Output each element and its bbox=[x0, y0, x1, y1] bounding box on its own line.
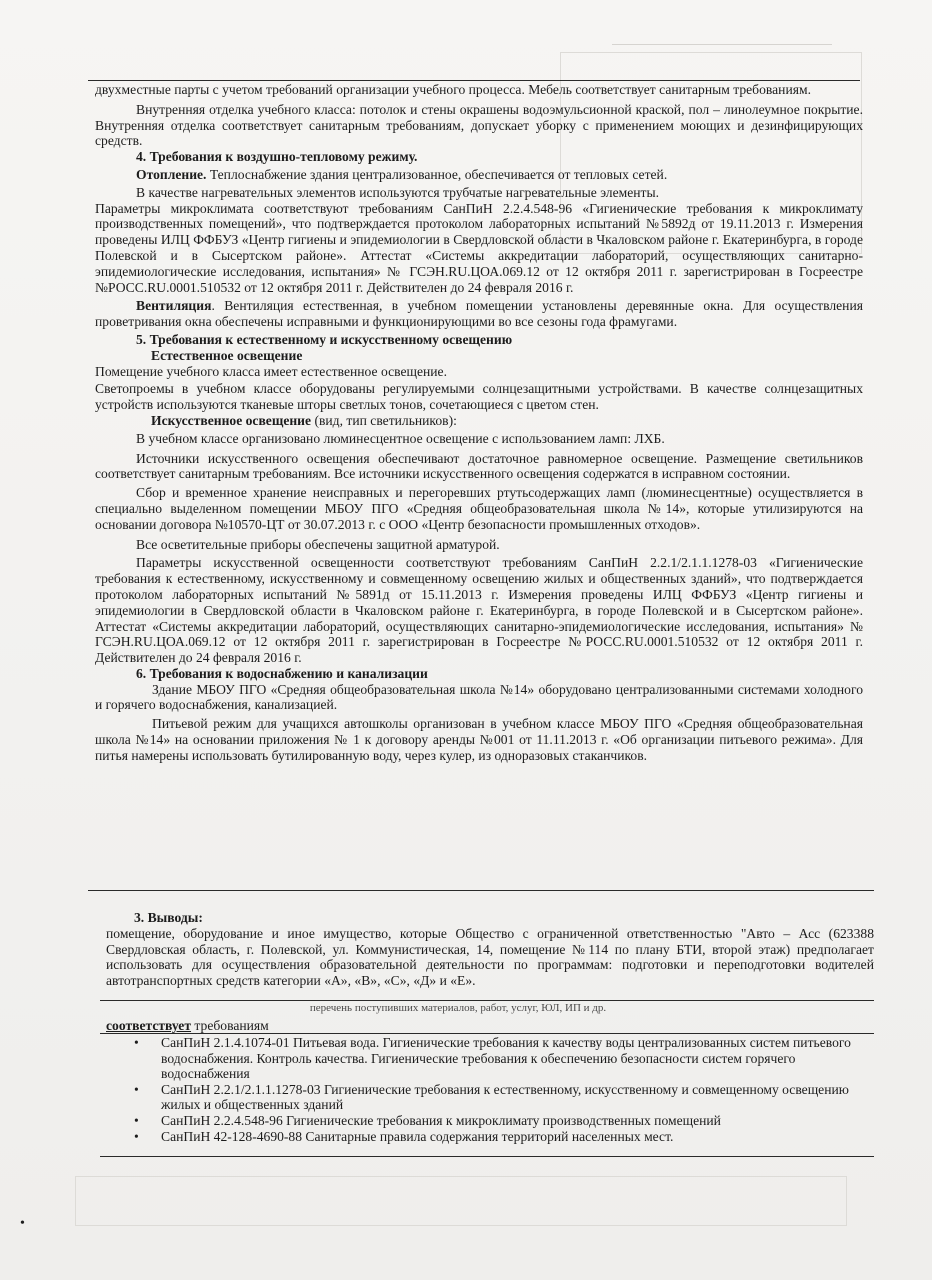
section-5-heading: 5. Требования к естественному и искусственному освещению bbox=[136, 331, 513, 347]
water-supply-p2: Питьевой режим для учащихся автошколы организован в учебном классе МБОУ ПГО «Средняя общеобразовательная школа №14» на основании приложения № 1 к договору аренды №001 от 11.11.2013 г. «Об организации питьевого режима». Для питья намерены использовать бутилированную воду, через кулер, из одноразовых стаканчиков. bbox=[95, 716, 863, 763]
artificial-light-heading-line bbox=[95, 413, 863, 429]
bullet-icon: • bbox=[134, 1035, 139, 1050]
margin-mark: • bbox=[20, 1216, 25, 1231]
list-item bbox=[112, 1113, 872, 1129]
complies-text: требованиям bbox=[191, 1018, 269, 1033]
ventilation-label: Вентиляция bbox=[136, 298, 212, 314]
artificial-light-p2: Источники искусственного освещения обеспечивают достаточное равномерное освещение. Размещение светильников соответствует санитарным требованиям. Все источники искусственного освещения содержатся в исправном состоянии. bbox=[95, 450, 863, 482]
requirement-text: СанПиН 2.1.4.1074-01 Питьевая вода. Гигиенические требования к качеству воды централизованных систем питьевого водоснабжения. Контроль качества. Гигиенические требования к обеспечению безопасности систем горячего водоснабжения bbox=[161, 1035, 851, 1082]
text-body-upper bbox=[95, 82, 863, 764]
artificial-light-sub: (вид, тип светильников): bbox=[311, 412, 457, 428]
requirements-list bbox=[112, 1035, 872, 1144]
heating-elements-paragraph: В качестве нагревательных элементов используются трубчатые нагревательные элементы. bbox=[136, 184, 660, 200]
ventilation-paragraph bbox=[95, 298, 863, 330]
interior-paragraph: Внутренняя отделка учебного класса: потолок и стены окрашены водоэмульсионной краской, пол – линолеумное покрытие. Внутренняя отделка соответствует санитарным требованиям, допускает уборку с применением моющих и дезинфицирующих средств. bbox=[95, 101, 863, 149]
requirement-text: СанПиН 42-128-4690-88 Санитарные правила содержания территорий населенных мест. bbox=[161, 1128, 674, 1144]
bullet-icon: • bbox=[134, 1112, 139, 1128]
bleed-through-table bbox=[75, 1176, 847, 1226]
heating-paragraph bbox=[95, 167, 863, 183]
complies-label: соответствует bbox=[106, 1018, 192, 1033]
conclusions-caption: перечень поступивших материалов, работ, услуг, ЮЛ, ИП и др. bbox=[309, 1002, 607, 1014]
complies-rule bbox=[100, 1033, 874, 1034]
list-item bbox=[112, 1129, 872, 1145]
bullet-icon: • bbox=[134, 1128, 139, 1144]
water-supply-p1: Здание МБОУ ПГО «Средняя общеобразовательная школа №14» оборудовано централизованными системами холодного и горячего водоснабжения, канализацией. bbox=[95, 681, 863, 713]
conclusions-rule bbox=[100, 1000, 874, 1001]
microclimate-paragraph: Параметры микроклимата соответствуют требованиям СанПиН 2.2.4.548-96 «Гигиенические требования к микроклимату производственных помещений», что подтверждается протоколом лабораторных испытаний №5892д от 19.11.2013 г. Измерения проведены ИЛЦ ФФБУЗ «Центр гигиены и эпидемиологии в Свердловской области в Чкаловском районе г. Екатеринбурга, в городе Полевской и в Сысертском районе». Аттестат «Системы аккредитации лабораторий, осуществляющих санитарно-эпидемиологические исследования, испытания» № ГСЭН.RU.ЦОА.069.12 от 12 октября 2011 г. зарегистрирован в Госреестре №РОСС.RU.0001.510532 от 12 октября 2011 г. Действителен до 24 февраля 2016 г. bbox=[95, 200, 863, 295]
natural-light-heading: Естественное освещение bbox=[151, 347, 303, 363]
complies-line bbox=[106, 1018, 874, 1034]
section-end-rule bbox=[88, 890, 874, 891]
artificial-light-p4: Все осветительные приборы обеспечены защитной арматурой. bbox=[136, 536, 500, 552]
conclusions-block bbox=[106, 910, 874, 989]
list-end-rule bbox=[100, 1156, 874, 1157]
list-item bbox=[112, 1035, 872, 1082]
conclusions-heading: 3. Выводы: bbox=[134, 910, 203, 925]
furniture-paragraph: двухместные парты с учетом требований организации учебного процесса. Мебель соответствует санитарным требованиям. bbox=[95, 82, 811, 97]
top-rule bbox=[88, 80, 860, 81]
heating-label: Отопление. bbox=[136, 166, 207, 182]
section-6-heading: 6. Требования к водоснабжению и канализации bbox=[136, 665, 428, 681]
artificial-light-heading: Искусственное освещение bbox=[151, 412, 312, 428]
requirement-text: СанПиН 2.2.4.548-96 Гигиенические требования к микроклимату производственных помещений bbox=[161, 1112, 721, 1128]
artificial-light-p3: Сбор и временное хранение неисправных и перегоревших ртутьсодержащих ламп (люминесцентные) осуществляется в специально выделенном помещении МБОУ ПГО «Средняя общеобразовательная школа №14», которые утилизируются на основании договора №10570-ЦТ от 30.07.2013 г. с ООО «Центр безопасности промышленных отходов». bbox=[95, 485, 863, 532]
natural-light-p1: Помещение учебного класса имеет естественное освещение. bbox=[95, 363, 447, 379]
conclusions-text: помещение, оборудование и иное имущество, которые Общество с ограниченной ответственностью "Авто – Асс (623388 Свердловская область, г. Полевской, ул. Коммунистическая, 14, помещение №114 по плану БТИ, второй этаж) предполагает использовать для осуществления образовательной деятельности по программам: подготовки и переподготовки водителей автотранспортных средств категории «А», «В», «С», «Д» и «Е». bbox=[106, 925, 874, 989]
ventilation-text: . Вентиляция естественная, в учебном помещении установлены деревянные окна. Для осуществления проветривания окна обеспечены исправными и функционирующими во все сезоны года фрамугами. bbox=[95, 298, 863, 330]
section-4-heading: 4. Требования к воздушно-тепловому режиму. bbox=[136, 149, 418, 165]
artificial-light-p1: В учебном классе организовано люминесцентное освещение с использованием ламп: ЛХБ. bbox=[136, 430, 665, 446]
list-item bbox=[112, 1082, 872, 1113]
bleed-through-text bbox=[612, 30, 832, 45]
heating-text: Теплоснабжение здания централизованное, обеспечивается от тепловых сетей. bbox=[206, 166, 668, 182]
requirement-text: СанПиН 2.2.1/2.1.1.1278-03 Гигиенические требования к естественному, искусственному и совмещенному освещению жилых и общественных зданий bbox=[161, 1081, 849, 1113]
natural-light-p2: Светопроемы в учебном классе оборудованы регулируемыми солнцезащитными устройствами. В качестве солнцезащитных устройств используются тканевые шторы светлых тонов, сочетающиеся с цветом стен. bbox=[95, 381, 863, 413]
bullet-icon: • bbox=[134, 1081, 139, 1097]
artificial-light-p5: Параметры искусственной освещенности соответствуют требованиям СанПиН 2.2.1/2.1.1.1278-03 «Гигиенические требования к естественному, искусственному и совмещенному освещению жилых и общественных зданий», что подтверждается протоколом лабораторных испытаний №5891д от 15.11.2013 г. Измерения проведены ИЛЦ ФФБУЗ «Центр гигиены и эпидемиологии в Свердловской области в Чкаловском районе г. Екатеринбурга, в городе Полевской и в Сысертском районе». Аттестат «Системы аккредитации лабораторий, осуществляющих санитарно-эпидемиологические исследования, испытания» № ГСЭН.RU.ЦОА.069.12 от 12 октября 2011 г. зарегистрирован в Госреестре №РОСС.RU.0001.510532 от 12 октября 2011 г. Действителен до 24 февраля 2016 г. bbox=[95, 555, 863, 666]
